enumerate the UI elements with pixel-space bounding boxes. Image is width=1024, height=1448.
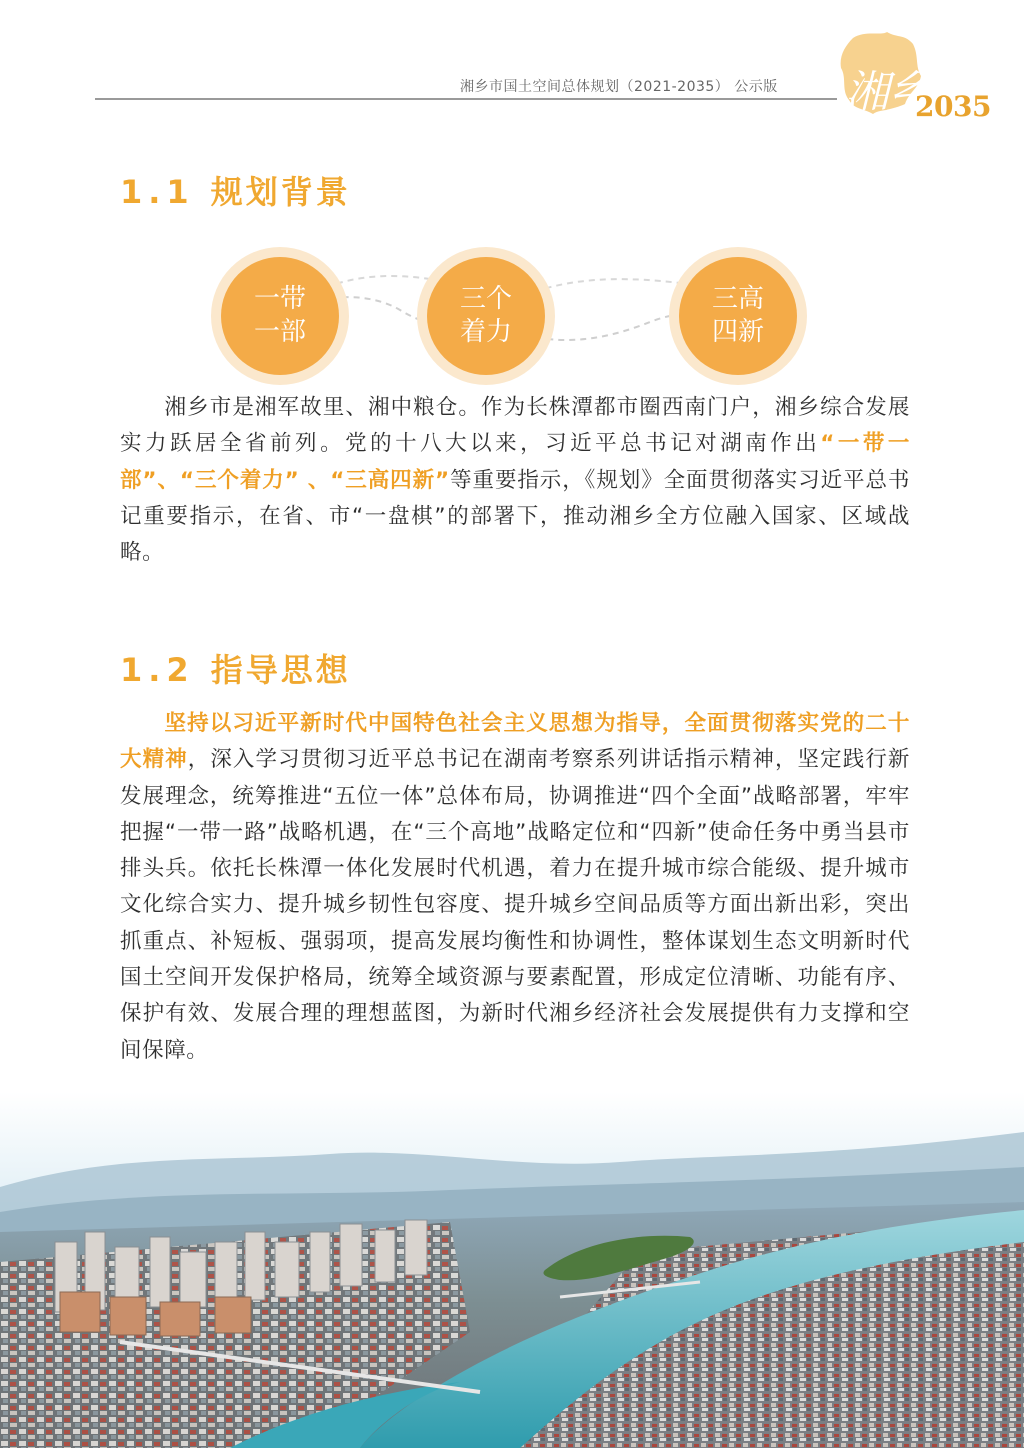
section-title-text: 指导思想 xyxy=(210,651,351,689)
section-number: 1.1 xyxy=(120,173,195,211)
keyword-line: 四新 xyxy=(711,317,764,347)
logo-calligraphy-text: 湘乡 xyxy=(845,67,925,118)
header-divider xyxy=(95,98,837,100)
document-header-title: 湘乡市国土空间总体规划（2021-2035） 公示版 xyxy=(460,79,778,95)
aerial-city-photo xyxy=(0,1092,1024,1448)
section-heading-guiding-ideology xyxy=(120,645,351,691)
logo-year: 2035 xyxy=(915,90,991,123)
keyword-circle-1 xyxy=(221,257,339,375)
section-title-text: 规划背景 xyxy=(210,173,351,211)
keyword-circle-2 xyxy=(427,257,545,375)
keyword-circle-3 xyxy=(679,257,797,375)
highlighted-principle: 坚持以习近平新时代中国特色社会主义思想为指导，全面贯彻落实党的二十大精神 xyxy=(120,711,910,773)
keyword-line: 一部 xyxy=(253,317,306,347)
paragraph-text: 湘乡市是湘军故里、湘中粮仓。作为长株潭都市圈西南门户，湘乡综合发展实力跃居全省前列。党的十八大以来，习近平总书记对湖南作出 xyxy=(120,395,910,457)
paragraph-text: 等重要指示，《规划》全面贯彻落实习近平总书记重要指示，在省、市“一盘棋”的部署下，推动湘乡全方位融入国家、区域战略。 xyxy=(120,467,910,566)
section-heading-background xyxy=(120,167,351,213)
plan-logo xyxy=(835,28,995,123)
guiding-ideology-paragraph xyxy=(120,706,910,1069)
keyword-line: 着力 xyxy=(459,317,512,347)
section-number: 1.2 xyxy=(120,651,195,689)
aerial-city-illustration xyxy=(0,1092,1024,1448)
keyword-circles xyxy=(200,252,820,382)
paragraph-text: ，深入学习贯彻习近平总书记在湖南考察系列讲话指示精神，坚定践行新发展理念，统筹推进“五位一体”总体布局，协调推进“四个全面”战略部署，牢牢把握“一带一路”战略机遇，在“三个高地”战略定位和“四新”使命任务中勇当县市排头兵。依托长株潭一体化发展时代机遇，着力在提升城市综合能级、提升城市文化综合实力、提升城乡韧性包容度、提升城乡空间品质等方面出新出彩，突出抓重点、补短板、强弱项，提高发展均衡性和协调性，整体谋划生态文明新时代国土空间开发保护格局，统筹全域资源与要素配置，形成定位清晰、功能有序、保护有效、发展合理的理想蓝图，为新时代湘乡经济社会发展提供有力支撑和空间保障。 xyxy=(120,747,910,1063)
background-paragraph xyxy=(120,390,910,571)
keyword-line: 一带 xyxy=(253,284,306,314)
keyword-line: 三个 xyxy=(459,284,512,314)
highlighted-directives: “一带一部”、“三个着力” 、“三高四新” xyxy=(120,431,910,493)
keyword-line: 三高 xyxy=(711,284,764,314)
